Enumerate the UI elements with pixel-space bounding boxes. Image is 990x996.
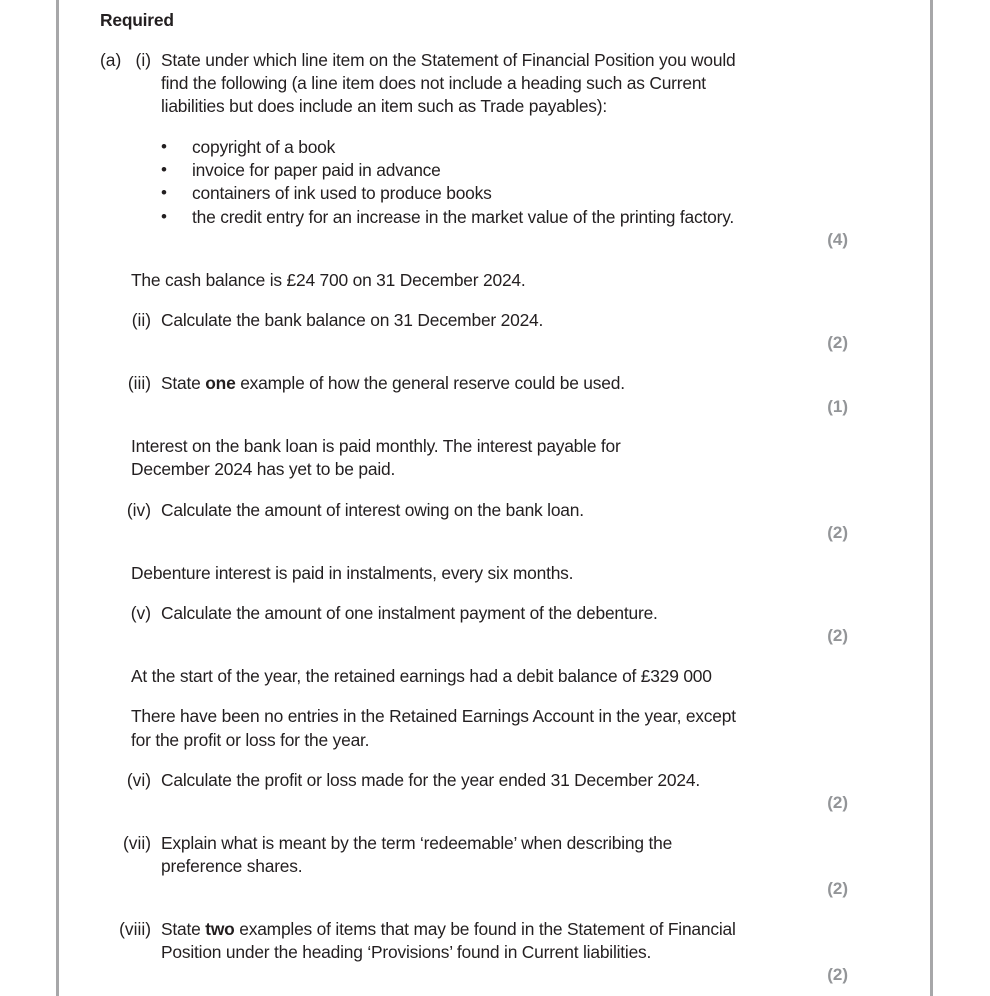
context-text: December 2024 has yet to be paid. (131, 459, 396, 479)
question-text (161, 855, 302, 877)
context-text: Debenture interest is paid in instalments, every six months. (131, 563, 574, 583)
question-text (161, 832, 672, 854)
text-span: State under which line item on the Statement of Financial Position you would (161, 50, 736, 70)
question-number: (viii) (119, 919, 151, 939)
marks-allocation: (4) (827, 230, 848, 249)
text-span: Calculate the bank balance on 31 December 2024. (161, 310, 544, 330)
question-text (161, 769, 700, 791)
text-span: Calculate the amount of one instalment payment of the debenture. (161, 603, 658, 623)
bullet-icon: • (161, 160, 167, 179)
marks-allocation: (2) (827, 333, 848, 352)
question-number: (iii) (127, 373, 151, 393)
text-span: liabilities but does include an item such as Trade payables): (161, 96, 608, 116)
bullet-icon: • (161, 207, 167, 226)
question-number: (ii) (131, 310, 151, 330)
question-text (161, 95, 607, 117)
question-text (161, 918, 736, 940)
bullet-item: containers of ink used to produce books (192, 183, 492, 203)
question-text (161, 602, 658, 624)
question-text (161, 499, 584, 521)
question-text (161, 309, 543, 331)
question-text (161, 941, 651, 963)
bullet-item: copyright of a book (192, 137, 336, 157)
part-label: (a) (100, 50, 122, 70)
emphasis-text: one (205, 373, 236, 393)
question-text (161, 49, 736, 71)
question-text (161, 72, 706, 94)
text-span: find the following (a line item does not include a heading such as Current (161, 73, 706, 93)
text-span: Position under the heading ‘Provisions’ found in Current liabilities. (161, 942, 652, 962)
marks-allocation: (2) (827, 793, 848, 812)
question-number: (i) (135, 50, 151, 70)
context-text: At the start of the year, the retained earnings had a debit balance of £329 000 (131, 666, 712, 686)
question-number: (v) (130, 603, 151, 623)
question-text (161, 372, 625, 394)
text-span: preference shares. (161, 856, 303, 876)
text-span: Calculate the amount of interest owing on the bank loan. (161, 500, 584, 520)
bullet-item: invoice for paper paid in advance (192, 160, 441, 180)
bullet-item: the credit entry for an increase in the market value of the printing factory. (192, 207, 735, 227)
context-text: The cash balance is £24 700 on 31 December 2024. (131, 270, 526, 290)
page-left-border (56, 0, 59, 996)
text-span: State (161, 373, 206, 393)
text-span: State (161, 919, 206, 939)
bullet-icon: • (161, 137, 167, 156)
emphasis-text: two (205, 919, 235, 939)
page-right-border (930, 0, 933, 996)
text-span: examples of items that may be found in the Statement of Financial (234, 919, 736, 939)
question-number: (vi) (126, 770, 151, 790)
text-span: example of how the general reserve could be used. (235, 373, 625, 393)
bullet-icon: • (161, 183, 167, 202)
question-number: (iv) (126, 500, 151, 520)
context-text: Interest on the bank loan is paid monthly. The interest payable for (131, 436, 621, 456)
marks-allocation: (2) (827, 879, 848, 898)
marks-allocation: (2) (827, 626, 848, 645)
marks-allocation: (2) (827, 965, 848, 984)
text-span: Explain what is meant by the term ‘redeemable’ when describing the (161, 833, 673, 853)
section-heading: Required (100, 10, 174, 30)
marks-allocation: (1) (827, 397, 848, 416)
context-text: for the profit or loss for the year. (131, 730, 370, 750)
marks-allocation: (2) (827, 523, 848, 542)
text-span: Calculate the profit or loss made for the year ended 31 December 2024. (161, 770, 700, 790)
question-number: (vii) (122, 833, 151, 853)
context-text: There have been no entries in the Retained Earnings Account in the year, except (131, 706, 736, 726)
